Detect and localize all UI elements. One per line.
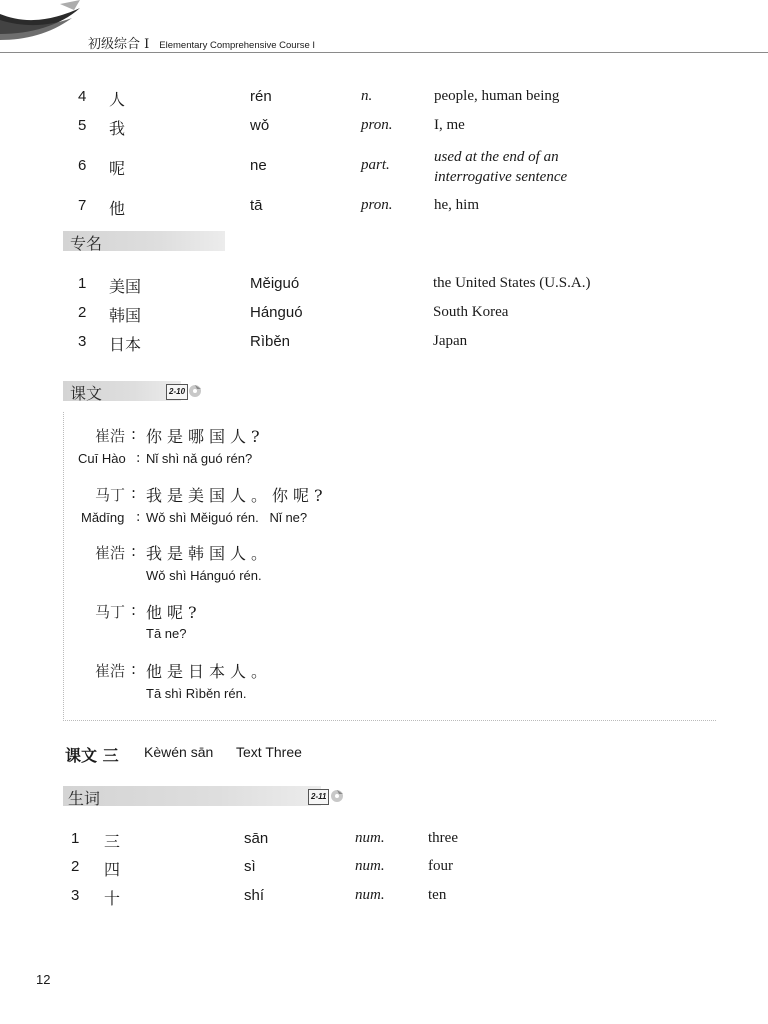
dialogue-pinyin: Wǒ shì Měiguó rén. Nǐ ne? bbox=[146, 510, 308, 525]
vocab-english: used at the end of an interrogative sentence bbox=[434, 149, 568, 185]
dialogue-hanzi: 他是日本人。 bbox=[146, 662, 273, 681]
proper-noun-number: 1 bbox=[78, 275, 87, 292]
vocab-hanzi: 我 bbox=[109, 119, 126, 138]
text-section-label: 课文 bbox=[70, 384, 103, 403]
vocab-english: people, human being bbox=[434, 88, 560, 104]
vocab-number: 6 bbox=[78, 157, 87, 174]
vocab-english: he, him bbox=[434, 197, 479, 213]
new-word-pos: num. bbox=[355, 858, 385, 874]
vocab-pinyin: ne bbox=[250, 157, 267, 174]
dialogue-speaker-pinyin: Mǎdīng bbox=[81, 510, 125, 525]
header-swoosh-graphic bbox=[0, 0, 90, 56]
new-word-pos: num. bbox=[355, 830, 385, 846]
dialogue-speaker: 马丁 bbox=[95, 603, 126, 621]
new-word-pinyin: sān bbox=[244, 830, 269, 847]
vocab-pinyin: wǒ bbox=[250, 117, 270, 134]
dialogue-colon: : bbox=[131, 425, 137, 443]
dialogue-colon: : bbox=[136, 510, 141, 525]
new-word-pinyin: sì bbox=[244, 858, 256, 875]
dialogue-hanzi: 我是韩国人。 bbox=[146, 544, 273, 563]
dialogue-hanzi: 我是美国人。你呢? bbox=[146, 486, 328, 505]
dialogue-pinyin: Tā ne? bbox=[146, 626, 187, 641]
new-word-number: 3 bbox=[71, 887, 80, 904]
vocab-english: I, me bbox=[434, 117, 465, 133]
new-word-hanzi: 四 bbox=[104, 860, 121, 879]
new-word-pos: num. bbox=[355, 887, 385, 903]
dialogue-colon: : bbox=[131, 542, 137, 560]
dialogue-hanzi: 你是哪国人? bbox=[146, 427, 265, 446]
new-word-number: 2 bbox=[71, 858, 80, 875]
vocab-pos: part. bbox=[361, 157, 390, 173]
vocab-number: 7 bbox=[78, 197, 87, 214]
proper-noun-hanzi: 日本 bbox=[109, 335, 142, 354]
vocab-number: 4 bbox=[78, 88, 87, 105]
vocab-number: 5 bbox=[78, 117, 87, 134]
proper-nouns-label: 专名 bbox=[70, 234, 103, 253]
dialogue-pinyin: Wǒ shì Hánguó rén. bbox=[146, 568, 262, 583]
audio-track-label: 2-11 bbox=[308, 789, 329, 805]
new-word-english: four bbox=[428, 858, 453, 874]
page-number: 12 bbox=[36, 972, 51, 987]
audio-disc-icon bbox=[188, 384, 202, 398]
vocab-pos: n. bbox=[361, 88, 373, 104]
new-word-english: three bbox=[428, 830, 458, 846]
dialogue-colon: : bbox=[136, 451, 141, 466]
new-word-number: 1 bbox=[71, 830, 80, 847]
dialogue-speaker: 崔浩 bbox=[95, 662, 126, 680]
proper-noun-english: Japan bbox=[433, 333, 468, 349]
lesson-title-en: Text Three bbox=[236, 744, 302, 760]
new-word-hanzi: 十 bbox=[104, 889, 121, 908]
dialogue-speaker-pinyin: Cuī Hào bbox=[78, 451, 126, 466]
header-rule bbox=[0, 52, 768, 53]
new-word-english: ten bbox=[428, 887, 447, 903]
proper-noun-number: 2 bbox=[78, 304, 87, 321]
lesson-title-pinyin: Kèwén sān bbox=[144, 744, 214, 760]
proper-noun-english: South Korea bbox=[433, 304, 509, 320]
vocab-pos: pron. bbox=[361, 117, 393, 133]
proper-noun-number: 3 bbox=[78, 333, 87, 350]
dialogue-speaker: 马丁 bbox=[95, 486, 126, 504]
dialogue-pinyin: Nǐ shì nǎ guó rén? bbox=[146, 451, 253, 466]
proper-noun-hanzi: 韩国 bbox=[109, 306, 142, 325]
dialogue-hanzi: 他呢? bbox=[146, 603, 202, 622]
header-title-cn: 初级综合 I bbox=[88, 37, 150, 52]
proper-noun-pinyin: Hánguó bbox=[250, 304, 303, 321]
vocab-hanzi: 人 bbox=[109, 90, 126, 109]
vocab-hanzi: 呢 bbox=[109, 159, 126, 178]
proper-noun-english: the United States (U.S.A.) bbox=[433, 275, 591, 291]
dialogue-speaker: 崔浩 bbox=[95, 427, 126, 445]
proper-noun-pinyin: Měiguó bbox=[250, 275, 300, 292]
dialogue-pinyin: Tā shì Rìběn rén. bbox=[146, 686, 247, 701]
new-words-section-bar bbox=[63, 786, 321, 806]
running-header bbox=[88, 33, 315, 52]
vocab-pinyin: rén bbox=[250, 88, 272, 105]
new-words-label: 生词 bbox=[68, 789, 101, 808]
header-title-en: Elementary Comprehensive Course I bbox=[159, 40, 316, 51]
new-word-pinyin: shí bbox=[244, 887, 265, 904]
audio-track-label: 2-10 bbox=[166, 384, 188, 400]
vocab-pos: pron. bbox=[361, 197, 393, 213]
proper-noun-hanzi: 美国 bbox=[109, 277, 142, 296]
dialogue-colon: : bbox=[131, 484, 137, 502]
new-word-hanzi: 三 bbox=[104, 832, 121, 851]
proper-noun-pinyin: Rìběn bbox=[250, 333, 291, 350]
vocab-pinyin: tā bbox=[250, 197, 263, 214]
vocab-hanzi: 他 bbox=[109, 199, 126, 218]
lesson-title-cn: 课文 三 bbox=[65, 746, 119, 765]
dialogue-speaker: 崔浩 bbox=[95, 544, 126, 562]
dialogue-colon: : bbox=[131, 601, 137, 619]
audio-disc-icon bbox=[330, 789, 344, 803]
dialogue-colon: : bbox=[131, 660, 137, 678]
